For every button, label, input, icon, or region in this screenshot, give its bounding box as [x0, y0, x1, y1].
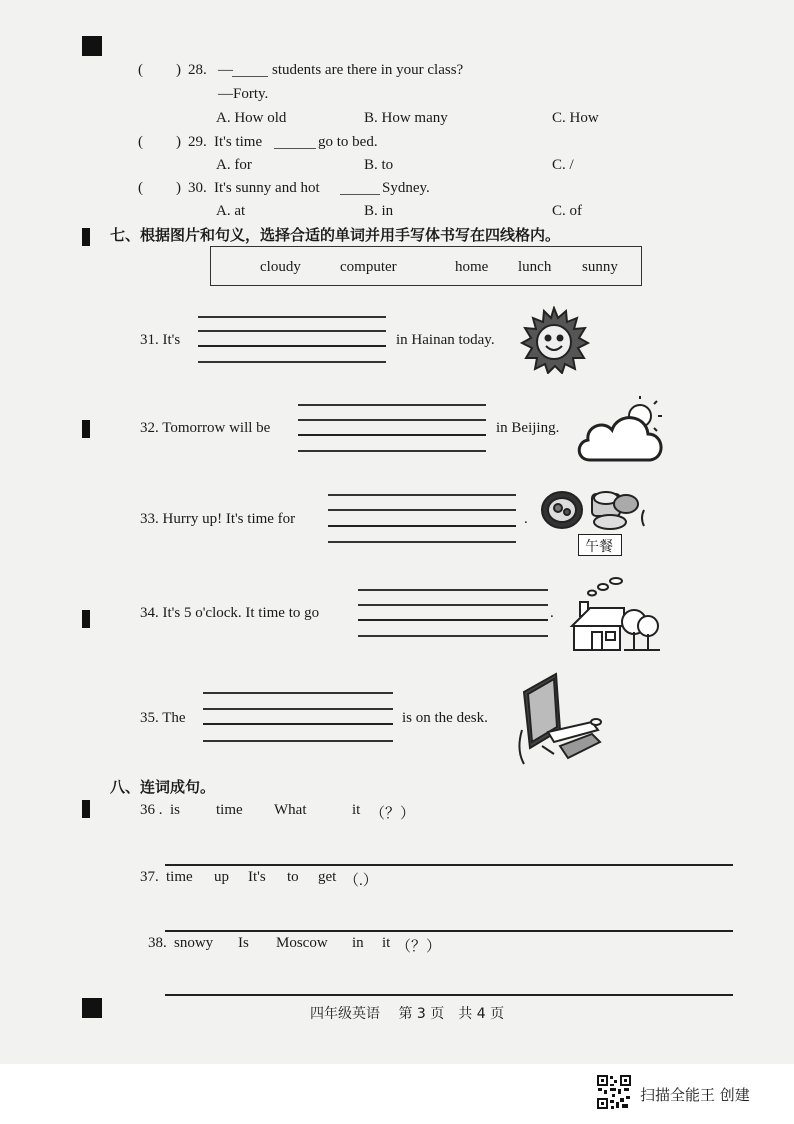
q30-stem-before: It's sunny and hot — [214, 180, 320, 196]
q28-blank[interactable] — [232, 76, 268, 77]
q38-word: Moscow — [276, 935, 328, 951]
q36-punct: （？） — [370, 806, 416, 822]
four-line-grid — [198, 345, 386, 347]
q38-word: in — [352, 935, 364, 951]
word-bank-item: computer — [340, 259, 397, 275]
q29-option-a: A. for — [216, 157, 252, 173]
page-footer: 四年级英语 第 3 页 共 4 页 — [310, 1006, 505, 1022]
q31-before: 31. It's — [140, 332, 181, 348]
four-line-grid — [203, 723, 393, 725]
q30-option-a: A. at — [216, 203, 246, 219]
lunch-icon — [540, 488, 648, 532]
q34-after: . — [550, 605, 554, 621]
q38-punct: （？） — [396, 939, 442, 955]
four-line-grid — [358, 635, 548, 637]
four-line-grid — [298, 419, 486, 421]
four-line-grid[interactable] — [203, 692, 393, 694]
four-line-grid[interactable] — [358, 589, 548, 591]
lunch-label: 午餐 — [585, 539, 613, 555]
q28-paren: ( — [138, 62, 143, 78]
q38-number: 38. — [148, 935, 167, 951]
q37-punct: （.） — [344, 873, 378, 889]
q28-paren-close: ) — [176, 62, 181, 78]
q29-paren-close: ) — [176, 134, 181, 150]
four-line-grid — [298, 434, 486, 436]
q29-number: 29. — [188, 134, 207, 150]
q30-blank[interactable] — [340, 194, 380, 195]
q28-option-c: C. How — [552, 110, 599, 126]
sun-icon — [518, 306, 590, 374]
q36-answer-line[interactable] — [165, 864, 733, 866]
four-line-grid — [198, 330, 386, 332]
q28-reply: —Forty. — [218, 86, 269, 102]
q30-paren-close: ) — [176, 180, 181, 196]
q29-blank[interactable] — [274, 148, 316, 149]
q32-before: 32. Tomorrow will be — [140, 420, 271, 436]
q28-number: 28. — [188, 62, 207, 78]
q36-number: 36 . — [140, 802, 163, 818]
q31-after: in Hainan today. — [396, 332, 495, 348]
q36-word: time — [216, 802, 243, 818]
q30-paren: ( — [138, 180, 143, 196]
q30-stem-after: Sydney. — [382, 180, 430, 196]
q37-answer-line[interactable] — [165, 930, 733, 932]
q36-word: it — [352, 802, 361, 818]
q37-word: It's — [248, 869, 266, 885]
q33-after: . — [524, 511, 528, 527]
house-icon — [568, 576, 662, 654]
q28-option-a: A. How old — [216, 110, 287, 126]
q29-option-b: B. to — [364, 157, 394, 173]
q36-word: is — [170, 802, 181, 818]
four-line-grid — [203, 708, 393, 710]
q38-answer-line[interactable] — [165, 994, 733, 996]
registration-mark — [82, 610, 90, 628]
word-bank-item: sunny — [582, 259, 618, 275]
q32-after: in Beijing. — [496, 420, 560, 436]
section-7-title: 七、根据图片和句义，选择合适的单词并用手写体书写在四线格内。 — [110, 226, 561, 244]
cloud-icon — [576, 396, 676, 466]
four-line-grid[interactable] — [298, 404, 486, 406]
registration-mark — [82, 228, 90, 246]
q30-option-b: B. in — [364, 203, 394, 219]
four-line-grid — [328, 509, 516, 511]
q37-word: to — [287, 869, 299, 885]
four-line-grid — [298, 450, 486, 452]
word-bank-item: lunch — [518, 259, 552, 275]
q29-option-c: C. / — [552, 157, 574, 173]
q28-option-b: B. How many — [364, 110, 448, 126]
four-line-grid[interactable] — [328, 494, 516, 496]
registration-mark — [82, 998, 102, 1018]
q37-word: get — [318, 869, 337, 885]
q30-option-c: C. of — [552, 203, 582, 219]
four-line-grid[interactable] — [198, 316, 386, 318]
q37-number: 37. — [140, 869, 159, 885]
q38-word: snowy — [174, 935, 214, 951]
q35-after: is on the desk. — [402, 710, 488, 726]
q37-word: up — [214, 869, 229, 885]
four-line-grid — [328, 525, 516, 527]
q37-word: time — [166, 869, 193, 885]
word-bank-item: cloudy — [260, 259, 301, 275]
registration-mark — [82, 420, 90, 438]
q33-before: 33. Hurry up! It's time for — [140, 511, 296, 527]
q28-dash: — — [218, 62, 233, 78]
four-line-grid — [328, 541, 516, 543]
q35-before: 35. The — [140, 710, 186, 726]
four-line-grid — [358, 604, 548, 606]
registration-mark — [82, 800, 90, 818]
q36-word: What — [274, 802, 307, 818]
q29-paren: ( — [138, 134, 143, 150]
q38-word: Is — [238, 935, 249, 951]
four-line-grid — [358, 619, 548, 621]
four-line-grid — [198, 361, 386, 363]
q28-stem: students are there in your class? — [272, 62, 464, 78]
four-line-grid — [203, 740, 393, 742]
word-bank-item: home — [455, 259, 489, 275]
q34-before: 34. It's 5 o'clock. It time to go — [140, 605, 320, 621]
q38-word: it — [382, 935, 391, 951]
q30-number: 30. — [188, 180, 207, 196]
qr-code-icon — [596, 1074, 632, 1110]
registration-mark — [82, 36, 102, 56]
watermark-text: 扫描全能王 创建 — [640, 1086, 750, 1104]
q29-stem-after: go to bed. — [318, 134, 378, 150]
computer-icon — [512, 670, 604, 766]
section-8-title: 八、连词成句。 — [110, 778, 216, 796]
q29-stem-before: It's time — [214, 134, 263, 150]
